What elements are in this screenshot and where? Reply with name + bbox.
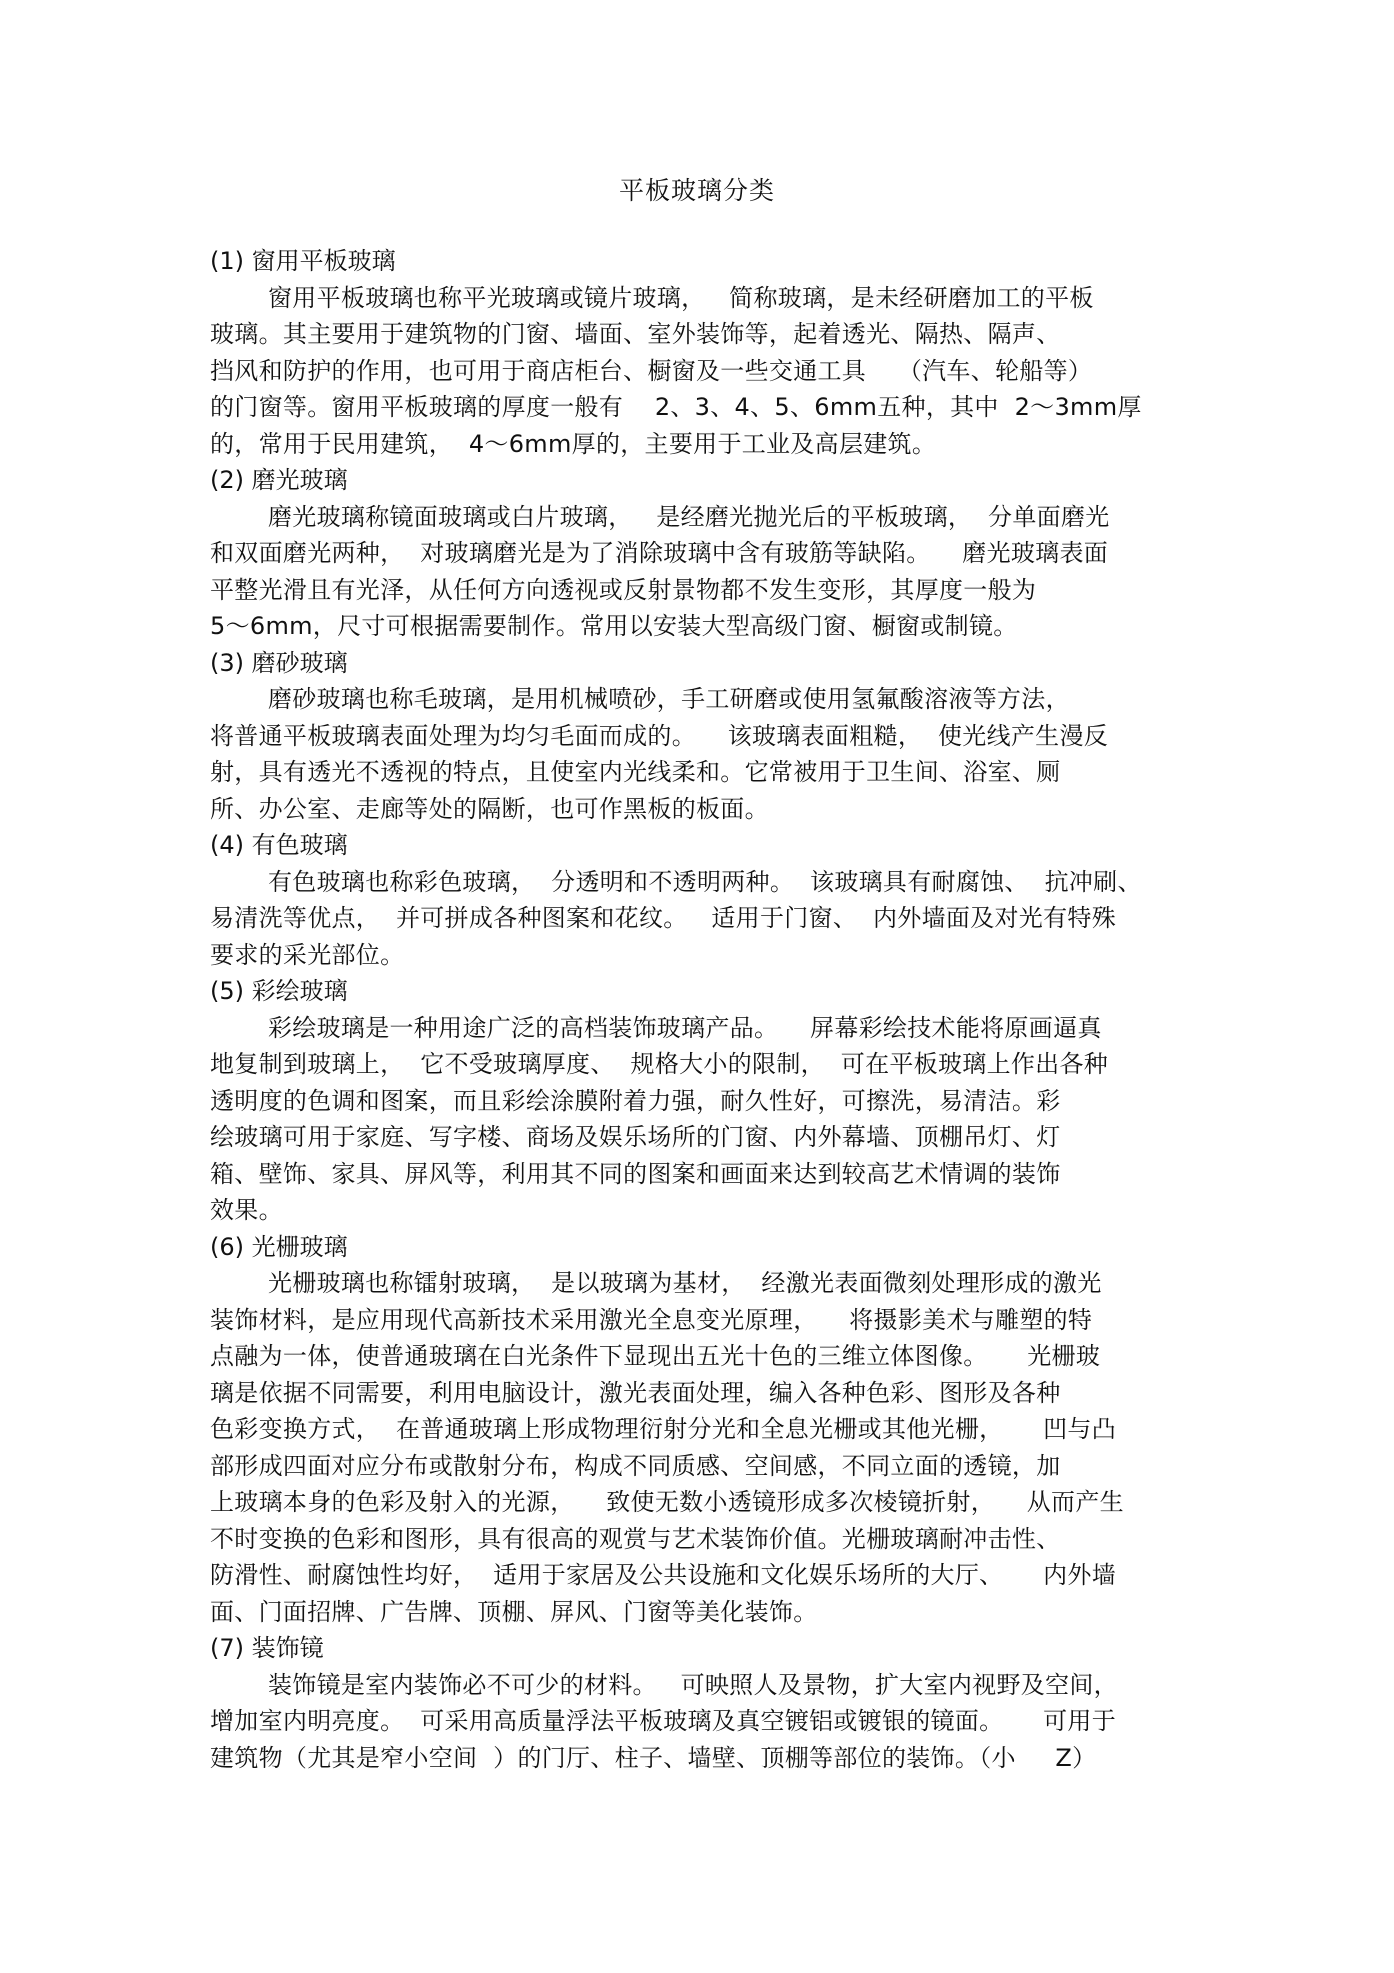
paragraph-line: 彩绘玻璃是一种用途广泛的高档装饰玻璃产品。 屏幕彩绘技术能将原画逼真 <box>268 1013 1102 1042</box>
section-3 <box>210 645 1190 828</box>
paragraph-line: 璃是依据不同需要，利用电脑设计，激光表面处理，编入各种色彩、图形及各种 <box>210 1378 1061 1407</box>
paragraph-line: 透明度的色调和图案，而且彩绘涂膜附着力强，耐久性好，可擦洗，易清洁。彩 <box>210 1086 1061 1115</box>
section-heading: (5) 彩绘玻璃 <box>210 977 348 1005</box>
paragraph-line: 所、办公室、走廊等处的隔断，也可作黑板的板面。 <box>210 794 769 823</box>
paragraph-line: 磨光玻璃称镜面玻璃或白片玻璃， 是经磨光抛光后的平板玻璃， 分单面磨光 <box>268 502 1110 531</box>
section-heading: (3) 磨砂玻璃 <box>210 648 348 677</box>
paragraph-line: 射，具有透光不透视的特点，且使室内光线柔和。它常被用于卫生间、浴室、厕 <box>210 758 1061 786</box>
paragraph-line: 装饰材料，是应用现代高新技术采用激光全息变光原理， 将摄影美术与雕塑的特 <box>210 1305 1093 1334</box>
section-heading: (6) 光栅玻璃 <box>210 1232 348 1261</box>
document-title: 平板玻璃分类 <box>618 176 775 205</box>
section-heading: (4) 有色玻璃 <box>210 831 348 859</box>
section-2 <box>210 462 1190 645</box>
paragraph-line: 部形成四面对应分布或散射分布，构成不同质感、空间感，不同立面的透镜，加 <box>210 1451 1061 1480</box>
paragraph-line: 要求的采光部位。 <box>210 940 405 969</box>
paragraph-line: 将普通平板玻璃表面处理为均匀毛面而成的。 该玻璃表面粗糙， 使光线产生漫反 <box>210 721 1109 750</box>
paragraph-line: 效果。 <box>210 1196 283 1224</box>
section-5 <box>210 973 1190 1229</box>
paragraph-line: 色彩变换方式， 在普通玻璃上形成物理衍射分光和全息光栅或其他光栅， 凹与凸 <box>210 1415 1116 1443</box>
paragraph-line: 5～6mm，尺寸可根据需要制作。常用以安装大型高级门窗、橱窗或制镜。 <box>210 612 1018 640</box>
paragraph-line: 磨砂玻璃也称毛玻璃，是用机械喷砂，手工研磨或使用氢氟酸溶液等方法， <box>268 685 1070 713</box>
section-heading: (2) 磨光玻璃 <box>210 466 348 494</box>
paragraph-line: 的门窗等。窗用平板玻璃的厚度一般有 2、3、4、5、6mm五种，其中 2～3mm厚 <box>210 393 1142 421</box>
paragraph-line: 挡风和防护的作用，也可用于商店柜台、橱窗及一些交通工具 （汽车、轮船等） <box>210 356 1093 385</box>
paragraph-line: 光栅玻璃也称镭射玻璃， 是以玻璃为基材， 经激光表面微刻处理形成的激光 <box>268 1269 1102 1297</box>
paragraph-line: 建筑物（尤其是窄小空间 ）的门厅、柱子、墙壁、顶棚等部位的装饰。（小 Z） <box>210 1743 1097 1772</box>
section-4 <box>210 827 1190 973</box>
paragraph-line: 和双面磨光两种， 对玻璃磨光是为了消除玻璃中含有玻筋等缺陷。 磨光玻璃表面 <box>210 539 1109 567</box>
section-heading: (7) 装饰镜 <box>210 1634 324 1662</box>
section-6 <box>210 1229 1190 1631</box>
paragraph-line: 有色玻璃也称彩色玻璃， 分透明和不透明两种。 该玻璃具有耐腐蚀、 抗冲刷、 <box>268 867 1142 896</box>
document-body <box>210 243 1190 1776</box>
paragraph-line: 不时变换的色彩和图形，具有很高的观赏与艺术装饰价值。光栅玻璃耐冲击性、 <box>210 1524 1061 1553</box>
paragraph-line: 点融为一体，使普通玻璃在白光条件下显现出五光十色的三维立体图像。 光栅玻 <box>210 1342 1101 1370</box>
paragraph-line: 的，常用于民用建筑， 4～6mm厚的，主要用于工业及高层建筑。 <box>210 429 937 458</box>
paragraph-line: 箱、壁饰、家具、屏风等，利用其不同的图案和画面来达到较高艺术情调的装饰 <box>210 1159 1061 1188</box>
paragraph-line: 绘玻璃可用于家庭、写字楼、商场及娱乐场所的门窗、内外幕墙、顶棚吊灯、灯 <box>210 1123 1061 1151</box>
section-7 <box>210 1630 1190 1776</box>
paragraph-line: 易清洗等优点， 并可拼成各种图案和花纹。 适用于门窗、 内外墙面及对光有特殊 <box>210 904 1116 932</box>
paragraph-line: 上玻璃本身的色彩及射入的光源， 致使无数小透镜形成多次棱镜折射， 从而产生 <box>210 1488 1124 1516</box>
paragraph-line: 地复制到玻璃上， 它不受玻璃厚度、 规格大小的限制， 可在平板玻璃上作出各种 <box>210 1050 1109 1078</box>
paragraph-line: 平整光滑且有光泽，从任何方向透视或反射景物都不发生变形，其厚度一般为 <box>210 575 1037 604</box>
paragraph-line: 防滑性、耐腐蚀性均好， 适用于家居及公共设施和文化娱乐场所的大厅、 内外墙 <box>210 1561 1116 1589</box>
paragraph-line: 玻璃。其主要用于建筑物的门窗、墙面、室外装饰等，起着透光、隔热、隔声、 <box>210 320 1061 348</box>
paragraph-line: 面、门面招牌、广告牌、顶棚、屏风、门窗等美化装饰。 <box>210 1597 818 1626</box>
paragraph-line: 装饰镜是室内装饰必不可少的材料。 可映照人及景物，扩大室内视野及空间， <box>268 1670 1118 1699</box>
section-1 <box>210 243 1190 462</box>
paragraph-line: 窗用平板玻璃也称平光玻璃或镜片玻璃， 简称玻璃，是未经研磨加工的平板 <box>268 283 1094 312</box>
section-heading: (1) 窗用平板玻璃 <box>210 247 396 275</box>
paragraph-line: 增加室内明亮度。 可采用高质量浮法平板玻璃及真空镀铝或镀银的镜面。 可用于 <box>210 1707 1116 1735</box>
